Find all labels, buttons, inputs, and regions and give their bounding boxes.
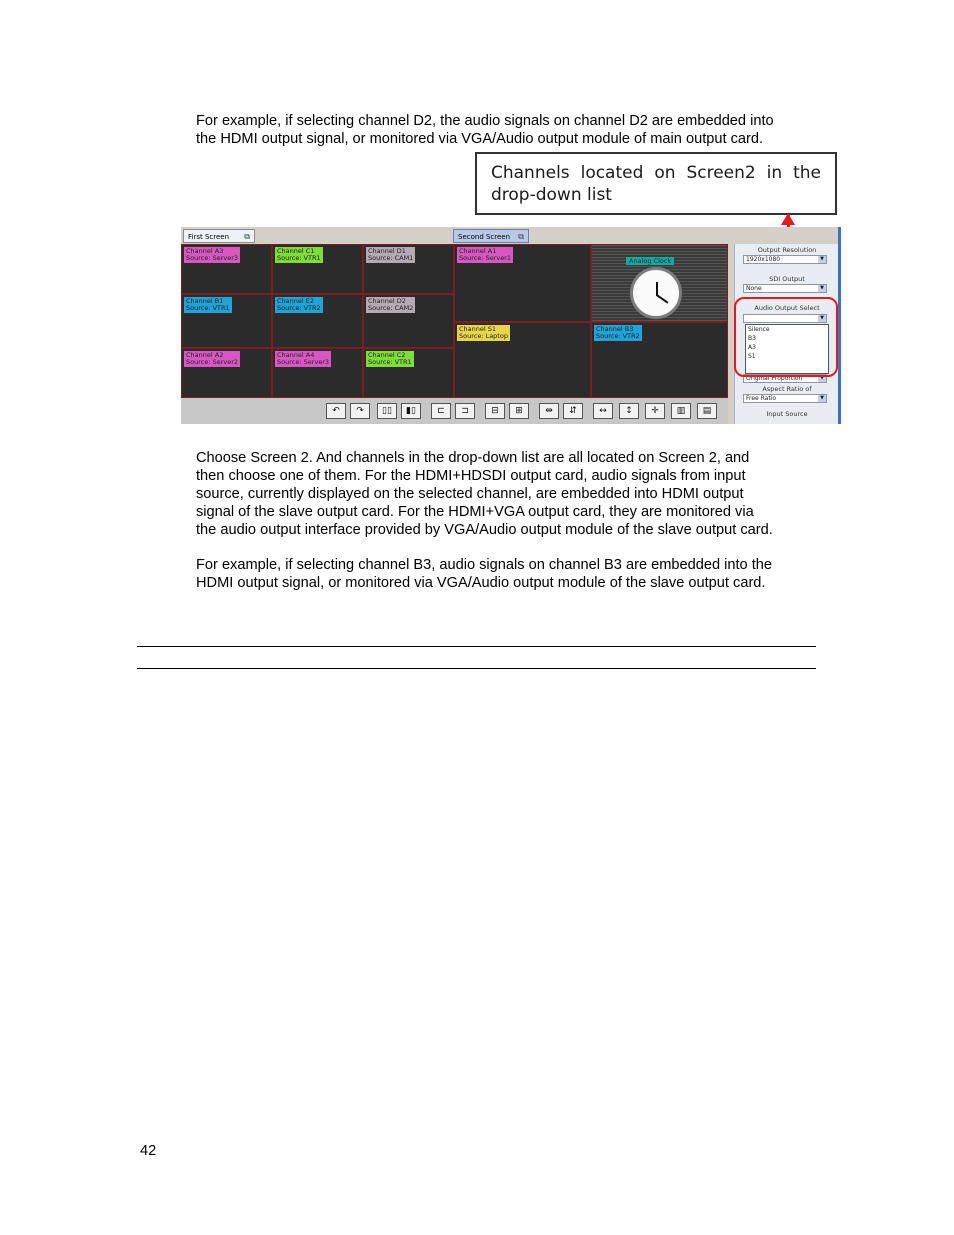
input-source-label: Input Source (766, 410, 808, 418)
aspect-ratio-label: Aspect Ratio of (762, 385, 812, 393)
divider-line (137, 668, 816, 669)
example-paragraph-d2 (196, 112, 836, 148)
channel-label: Channel B3 Source: VTR2 (596, 325, 640, 340)
channel-label: Channel C2 Source: VTR1 (368, 351, 412, 366)
callout-line: Channels located on Screen2 in the (491, 163, 821, 183)
move-icon[interactable]: ✛ (645, 403, 665, 419)
text-line: Choose Screen 2. And channels in the drop-down list are all located on Screen 2, and (196, 450, 750, 466)
software-screenshot (181, 227, 841, 424)
clock-label: Analog Clock (626, 257, 674, 265)
stretch-height-icon[interactable]: ↕ (619, 403, 639, 419)
channel-cell[interactable] (591, 322, 728, 398)
split-rows-icon[interactable]: ▤ (697, 403, 717, 419)
text-line: source, currently displayed on the selected channel, are embedded into HDMI output (196, 486, 744, 502)
distribute-horizontal-icon[interactable]: ⇹ (539, 403, 559, 419)
divider-line (137, 646, 816, 647)
chevron-down-icon: ▼ (818, 285, 826, 292)
align-top-icon[interactable]: ▯▯ (377, 403, 397, 419)
layout-toolbar (181, 398, 728, 424)
stretch-width-icon[interactable]: ↔ (593, 403, 613, 419)
channel-cell[interactable] (272, 348, 363, 398)
channel-label: Channel C1 Source: VTR1 (277, 247, 321, 262)
channel-label: Channel A2 Source: Server2 (186, 351, 239, 366)
audio-output-label: Audio Output Select (754, 304, 820, 312)
split-columns-icon[interactable]: ▥ (671, 403, 691, 419)
channel-label: Channel D1 Source: CAM1 (368, 247, 414, 262)
dropdown-item[interactable]: A3 (748, 344, 756, 351)
instruction-paragraph (196, 449, 836, 539)
text-line: the audio output interface provided by VGA/Audio output module of the slave output card. (196, 522, 773, 538)
analog-clock-pane[interactable] (591, 244, 728, 322)
tab-second-screen[interactable]: Second Screen ⧉ (453, 229, 529, 243)
tab-close-icon: ⧉ (244, 232, 250, 241)
align-right-icon[interactable]: ⊐ (455, 403, 475, 419)
channel-label: Channel A1 Source: Server1 (459, 247, 512, 262)
chevron-down-icon: ▼ (818, 395, 826, 402)
output-resolution-label: Output Resolution (757, 246, 817, 254)
channel-cell[interactable] (272, 294, 363, 348)
channel-label: Channel A3 Source: Server3 (186, 247, 239, 262)
redo-icon[interactable]: ↷ (350, 403, 370, 419)
channel-cell[interactable] (363, 348, 454, 398)
undo-icon[interactable]: ↶ (326, 403, 346, 419)
dropdown-item[interactable]: S1 (748, 353, 756, 360)
channel-label: Channel S1 Source: Laptop (459, 325, 508, 340)
channel-label: Channel D2 Source: CAM2 (368, 297, 414, 312)
align-bottom-icon[interactable]: ▮▯ (401, 403, 421, 419)
window-edge (838, 227, 841, 424)
text-line: For example, if selecting channel B3, audio signals on channel B3 are embedded into the (196, 557, 773, 573)
channel-cell[interactable] (454, 322, 591, 398)
dropdown-item[interactable]: Silence (748, 326, 770, 333)
channel-cell[interactable] (272, 244, 363, 294)
tab-close-icon: ⧉ (518, 232, 524, 241)
dropdown-item[interactable]: B3 (748, 335, 756, 342)
align-left-icon[interactable]: ⊏ (431, 403, 451, 419)
channel-label: Channel A4 Source: Server3 (277, 351, 330, 366)
channel-cell[interactable] (363, 244, 454, 294)
page-number: 42 (140, 1143, 157, 1159)
chevron-down-icon: ▼ (818, 256, 826, 263)
text-line: signal of the slave output card. For the HDMI+VGA output card, they are monitored via (196, 504, 754, 520)
channel-cell[interactable] (181, 244, 272, 294)
center-vertical-icon[interactable]: ⊞ (509, 403, 529, 419)
channel-cell[interactable] (181, 294, 272, 348)
output-resolution-select[interactable]: 1920x1080 ▼ (743, 255, 827, 264)
text-line: then choose one of them. For the HDMI+HDSDI output card, audio signals from input (196, 468, 746, 484)
sdi-output-label: SDI Output (769, 275, 805, 283)
center-horizontal-icon[interactable]: ⊟ (485, 403, 505, 419)
highlight-ring (734, 297, 838, 377)
channel-label: Channel E2 Source: VTR2 (277, 297, 321, 312)
channel-cell[interactable] (363, 294, 454, 348)
sdi-output-select[interactable]: None ▼ (743, 284, 827, 293)
arrow-head-icon (781, 213, 795, 225)
clock-icon (630, 267, 682, 319)
chevron-down-icon: ▼ (818, 375, 826, 382)
text-line: For example, if selecting channel D2, the audio signals on channel D2 are embedded into (196, 113, 774, 129)
callout-line: drop-down list (491, 185, 612, 205)
chevron-down-icon: ▼ (818, 315, 826, 322)
aspect-ratio-select[interactable]: Free Ratio ▼ (743, 394, 827, 403)
proportion-select[interactable]: Original Proportion ▼ (743, 374, 827, 383)
channel-cell[interactable] (181, 348, 272, 398)
channel-grid (181, 244, 728, 398)
callout-box (475, 152, 837, 215)
text-line: the HDMI output signal, or monitored via VGA/Audio output module of main output card. (196, 131, 764, 147)
distribute-vertical-icon[interactable]: ⇵ (563, 403, 583, 419)
text-line: HDMI output signal, or monitored via VGA/Audio output module of the slave output card. (196, 575, 766, 591)
tab-first-screen[interactable]: First Screen ⧉ (183, 229, 255, 243)
channel-cell[interactable] (454, 244, 591, 322)
channel-label: Channel B1 Source: VTR1 (186, 297, 230, 312)
example-paragraph-b3 (196, 556, 836, 592)
